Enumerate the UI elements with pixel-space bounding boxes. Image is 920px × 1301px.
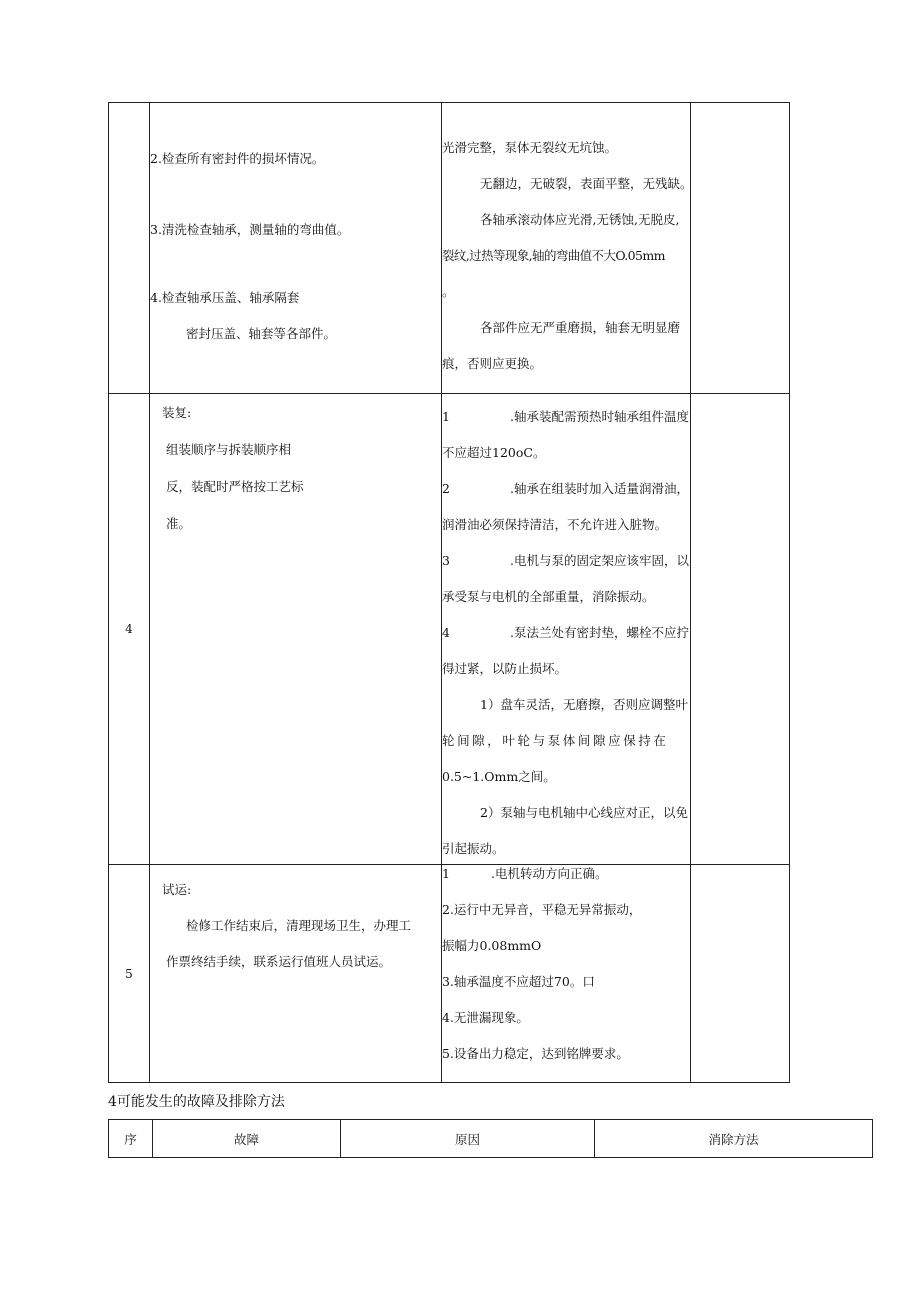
table-row bbox=[109, 865, 790, 1083]
standard-text: 痕，否则应更换。 bbox=[442, 356, 543, 371]
maintenance-procedure-table bbox=[108, 102, 790, 1083]
standard-text: 润滑油必须保持清洁，不允许进入脏物。 bbox=[442, 517, 668, 532]
standard-text: 得过紧，以防止损坏。 bbox=[442, 661, 568, 676]
step-text: 试运: bbox=[162, 882, 192, 897]
standard-text: 1）盘车灵活，无磨擦，否则应调整叶 bbox=[480, 697, 688, 712]
standard-text: 各轴承滚动体应光滑,无锈蚀,无脱皮, bbox=[480, 212, 680, 227]
table-header-row bbox=[109, 1120, 873, 1158]
remarks-cell bbox=[691, 865, 790, 1083]
step-text: 组装顺序与拆装顺序相 bbox=[166, 442, 292, 457]
procedure-cell bbox=[150, 865, 442, 1083]
standard-text: 0.5~1.Omm之间。 bbox=[442, 769, 556, 784]
standard-text: .电机转动方向正确。 bbox=[491, 866, 608, 881]
standard-text: 引起振动。 bbox=[442, 841, 505, 856]
standard-cell bbox=[442, 865, 691, 1083]
remarks-cell bbox=[691, 394, 790, 865]
standard-text: 4.无泄漏现象。 bbox=[442, 1010, 529, 1025]
step-text: 3.清洗检查轴承，测量轴的弯曲值。 bbox=[150, 222, 350, 237]
standard-text: 不应超过120oC。 bbox=[442, 445, 546, 460]
standard-text: 无翻边，无破裂，表面平整，无残缺。 bbox=[480, 176, 693, 191]
standard-text: 裂纹,过热等现象,轴的弯曲值不大O.05mm bbox=[442, 248, 665, 263]
step-text: 反，装配时严格按工艺标 bbox=[166, 479, 304, 494]
standard-text: 2.运行中无异音，平稳无异常振动， bbox=[442, 902, 642, 917]
step-text: 2.检查所有密封件的损坏情况。 bbox=[150, 151, 325, 166]
column-header-cause: 原因 bbox=[341, 1120, 595, 1158]
row-number-cell: 4 bbox=[109, 394, 150, 865]
standard-line bbox=[442, 865, 689, 883]
table-row bbox=[109, 394, 790, 865]
table-row bbox=[109, 103, 790, 394]
standard-text: 承受泵与电机的全部重量，消除振动。 bbox=[442, 589, 655, 604]
standard-text: 各部件应无严重磨损，轴套无明显磨 bbox=[480, 320, 681, 335]
standard-text: .电机与泵的固定架应该牢固，以 bbox=[510, 553, 689, 568]
standard-line bbox=[442, 480, 689, 498]
item-number: 3 bbox=[442, 553, 450, 568]
column-header-fault: 故障 bbox=[153, 1120, 341, 1158]
standard-text: 5.设备出力稳定，达到铭牌要求。 bbox=[442, 1046, 629, 1061]
fault-table bbox=[108, 1119, 873, 1158]
standard-text: .泵法兰处有密封垫，螺栓不应拧 bbox=[510, 625, 689, 640]
row-number-cell: 5 bbox=[109, 865, 150, 1083]
standard-cell bbox=[442, 103, 691, 394]
standard-line bbox=[442, 552, 689, 570]
procedure-cell bbox=[150, 394, 442, 865]
standard-text: .轴承装配需预热时轴承组件温度 bbox=[510, 409, 689, 424]
column-header-number: 序 bbox=[109, 1120, 153, 1158]
remarks-cell bbox=[691, 103, 790, 394]
standard-line bbox=[442, 408, 689, 426]
step-text: 密封压盖、轴套等各部件。 bbox=[186, 326, 337, 341]
step-text: 准。 bbox=[166, 516, 192, 531]
standard-text: 3.轴承温度不应超过70。口 bbox=[442, 974, 595, 989]
row-number-cell bbox=[109, 103, 150, 394]
column-header-remedy: 消除方法 bbox=[595, 1120, 873, 1158]
step-text: 4.检查轴承压盖、轴承隔套 bbox=[150, 290, 300, 305]
item-number: 2 bbox=[442, 481, 450, 496]
procedure-cell bbox=[150, 103, 442, 394]
standard-text: 。 bbox=[442, 284, 455, 299]
standard-text: 轮间隙，叶轮与泵体间隙应保持在 bbox=[442, 733, 669, 748]
standard-cell bbox=[442, 394, 691, 865]
step-text: 检修工作结束后，清理现场卫生，办理工 bbox=[186, 918, 412, 933]
standard-text: .轴承在组装时加入适量润滑油， bbox=[510, 481, 689, 496]
item-number: 1 bbox=[442, 409, 450, 424]
standard-text: 光滑完整，泵体无裂纹无坑蚀。 bbox=[442, 140, 618, 155]
item-number: 4 bbox=[442, 625, 450, 640]
section-title: 4可能发生的故障及排除方法 bbox=[108, 1094, 285, 1110]
step-text: 作票终结手续，联系运行值班人员试运。 bbox=[166, 954, 392, 969]
step-text: 装复: bbox=[162, 405, 192, 420]
standard-text: 2）泵轴与电机轴中心线应对正，以免 bbox=[480, 805, 688, 820]
item-number: 1 bbox=[442, 866, 450, 881]
standard-text: 振幅力0.08mmO bbox=[442, 938, 542, 953]
standard-line bbox=[442, 624, 689, 642]
